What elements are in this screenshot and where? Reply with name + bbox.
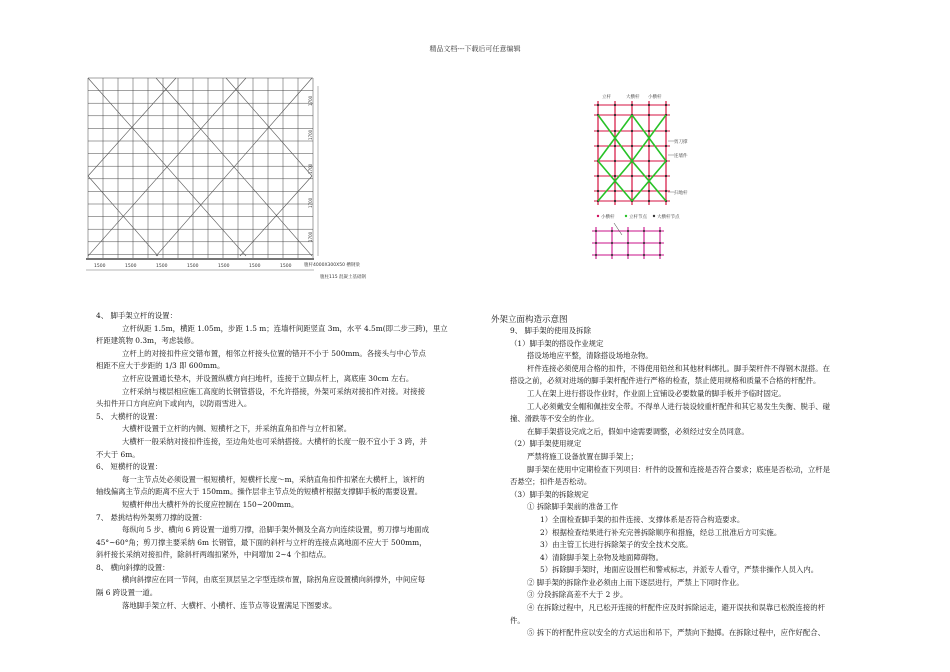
paragraph-line: 立杆纵距 1.5m，横距 1.05m，步距 1.5 m；连墙杆间距竖直 3m，水平 4.5m(即二步三跨)，里立 [122,323,448,333]
step-dim-label: 1700 [308,163,313,174]
paragraph-line: （3）脚手架的拆除规定 [510,489,589,499]
paragraph-line: 2）根据检查结果进行补充完善拆除顺序和措施，经总工批准后方可实施。 [540,527,782,537]
paragraph-line: 5）拆除脚手架时，地面应设围栏和警戒标志，并派专人看守，严禁非操作人员入内。 [540,565,819,575]
paragraph-line: 45°~60°角；剪刀撑主要采纳 6m 长钢管，最下面的斜杆与立杆的连接点离地面不应大于 500mm， [96,537,427,547]
legend-transom: 小横杆 [601,215,615,220]
page-header: 精品文档---下载后可任意编辑 [429,45,521,53]
beam-label: 腹杆4000X300X50 槽钢梁 [304,263,360,268]
bay-dim-label: 1500 [218,264,230,269]
paragraph-line: 隔 6 跨设置一道。 [96,588,158,598]
bay-dim-label: 1500 [187,264,199,269]
paragraph-line: 9、 脚手架的使用及拆除 [510,326,591,335]
paragraph-line: 工人必须戴安全帽和佩挂安全带。不得单人进行装设较重杆配件和其它易发生失衡、脱手、碰 [527,401,831,411]
paragraph-line: ④ 在拆除过程中，凡已松开连接的杆配件应及时拆除运走，避开误扶和误靠已松脱连接的杆 [527,603,825,613]
paragraph-line: （1）脚手架的搭设作业规定 [510,338,604,348]
ground-label: 腹柱115 混凝土基础钢 [320,275,367,280]
paragraph-line: 落地脚手架立杆、大横杆、小横杆、连节点等设置满足下图要求。 [122,600,337,610]
paragraph-line: 杆件连接必须使用合格的扣件，不得使用铅丝和其他材料绑扎。脚手架杆件不得钢木混搭。在 [527,363,831,373]
paragraph-line: 头扣件开口方向应向下或向内，以防雨雪进入。 [96,399,252,409]
label-main-ledger: 大横杆 [626,95,640,100]
label-sweep-pole: 扫地杆 [674,191,688,196]
paragraph-line: 立杆采纳与楼层相应施工高度的长钢管搭设，不允许搭接，外架可采纳对接扣件对接。对接接 [122,386,426,396]
paragraph-line: 每一主节点处必须设置一根短横杆，短横杆长度～m，采纳直角扣件扣紧在大横杆上，该杆的 [122,474,425,484]
paragraph-line: 不大于 6m。 [96,449,140,459]
paragraph-line: 大横杆设置于立杆的内侧、短横杆之下，并采纳直角扣件与立杆扣紧。 [122,424,352,434]
paragraph-line: 搭设场地应平整，清除搭设场地杂物。 [527,351,653,361]
paragraph-line: 搭设之前，必须对进场的脚手架杆配件进行严格的检查，禁止使用规格和质量不合格的杆配件。 [510,376,821,386]
paragraph-line: （2）脚手架使用规定 [510,439,582,449]
paragraph-line: 工人在架上进行搭设作业时，作业面上宜铺设必要数量的脚手板并予临时固定。 [527,388,786,398]
paragraph-line: 7、 悬挑结构外架剪刀撑的设置： [96,512,207,522]
label-bracing: 剪刀撑 [674,140,688,145]
bay-dim-label: 1500 [125,264,137,269]
label-wall-tie: 连墙件 [674,154,688,159]
paragraph-line: 立杆上的对接扣件应交错布置，相邻立杆接头位置的错开不小于 500mm。各接头与中心节点 [122,348,426,358]
scaffold-elevation-drawing [86,76,367,286]
step-dim-label: 1700 [308,197,313,208]
paragraph-line: 短横杆伸出大横杆外的长度应控制在 150~200mm。 [122,499,299,509]
paragraph-line: ① 拆除脚手架前的准备工作 [527,502,619,512]
label-transom: 小横杆 [648,95,662,100]
paragraph-line: 3）由主管工长进行拆除架子的安全技术交底。 [540,540,693,550]
paragraph-line: ③ 分段拆除高差不大于 2 步。 [527,590,628,600]
bay-dim-label: 1500 [156,264,168,269]
paragraph-line: 撞、滑跌等不安全的作业。 [510,414,599,424]
paragraph-line: 件。 [510,615,525,625]
paragraph-line: ② 脚手架的拆除作业必须由上而下逐层进行，严禁上下同时作业。 [527,577,744,587]
step-dim-label: 1700 [308,231,313,242]
paragraph-line: ⑤ 拆下的杆配件应以安全的方式运出和吊下，严禁向下抛掷。在拆除过程中，应作好配合、 [527,628,825,638]
paragraph-line: 立杆应设置通长垫木，并设置纵横方向扫地杆，连接于立脚点杆上，离底座 30cm 左右。 [122,373,414,383]
scaffold-detail-diagram [588,91,696,271]
paragraph-line: 1）全面检查脚手架的扣件连接、支撑体系是否符合构造要求。 [540,514,745,524]
step-dim-label: 1700 [308,129,313,140]
bay-dim-label: 1500 [94,264,106,269]
paragraph-line: 8、 横向斜撑的设置： [96,562,170,572]
left-text-column [96,310,470,612]
legend-upright-node: 立杆节点 [629,215,647,220]
paragraph-line: 5、 大横杆的设置： [96,411,163,421]
legend-ledger-node: 大横杆节点 [657,215,680,220]
bay-dim-label: 1500 [249,264,261,269]
figure-caption: 外架立面构造示意图 [491,315,568,325]
right-text-column [510,325,882,640]
paragraph-line: 杆距建筑物 0.3m，考虑装修。 [96,336,199,346]
paragraph-line: 4）清除脚手架上杂物及地面障碍物。 [540,552,663,562]
label-upright: 立杆 [602,95,611,100]
paragraph-line: 严禁将施工设备放置在脚手架上； [527,451,638,461]
step-dim-label: 1700 [308,95,313,106]
bay-dim-label: 1500 [280,264,292,269]
paragraph-line: 6、 短横杆的设置： [96,462,163,472]
paragraph-line: 大横杆一般采纳对接扣件连接，至边角处也可采纳搭接。大横杆的长度一般不宜小于 3 跨，并 [122,436,428,446]
paragraph-line: 脚手架在使用中定期检查下列项目：杆件的设置和连接是否符合要求；底座是否松动，立杆是 [527,464,831,474]
paragraph-line: 轴线偏离主节点的距离不应大于 150mm。操作层非主节点处的短横杆根据支撑脚手板的需要设置。 [96,487,423,497]
paragraph-line: 相距不应大于步距的 1/3 即 600mm。 [96,361,225,371]
paragraph-line: 否悬空；扣件是否松动。 [510,477,592,487]
diagram-legend [597,213,680,220]
paragraph-line: 每纵向 5 步、横向 6 跨设置一道剪刀撑，沿脚手架外侧及全高方向连续设置，剪刀撑与地面成 [122,525,430,535]
paragraph-line: 斜杆接长采纳对接扣件，除斜杆两端扣紧外，中间增加 2~4 个扣结点。 [96,550,331,560]
paragraph-line: 4、 脚手架立杆的设置： [96,311,177,320]
paragraph-line: 横向斜撑应在同一节间，由底至顶层呈之字型连续布置，除拐角应设置横向斜撑外，中间应每 [122,575,426,585]
paragraph-line: 在脚手架搭设完成之后，假如中途需要调整，必须经过安全员同意。 [527,426,749,436]
